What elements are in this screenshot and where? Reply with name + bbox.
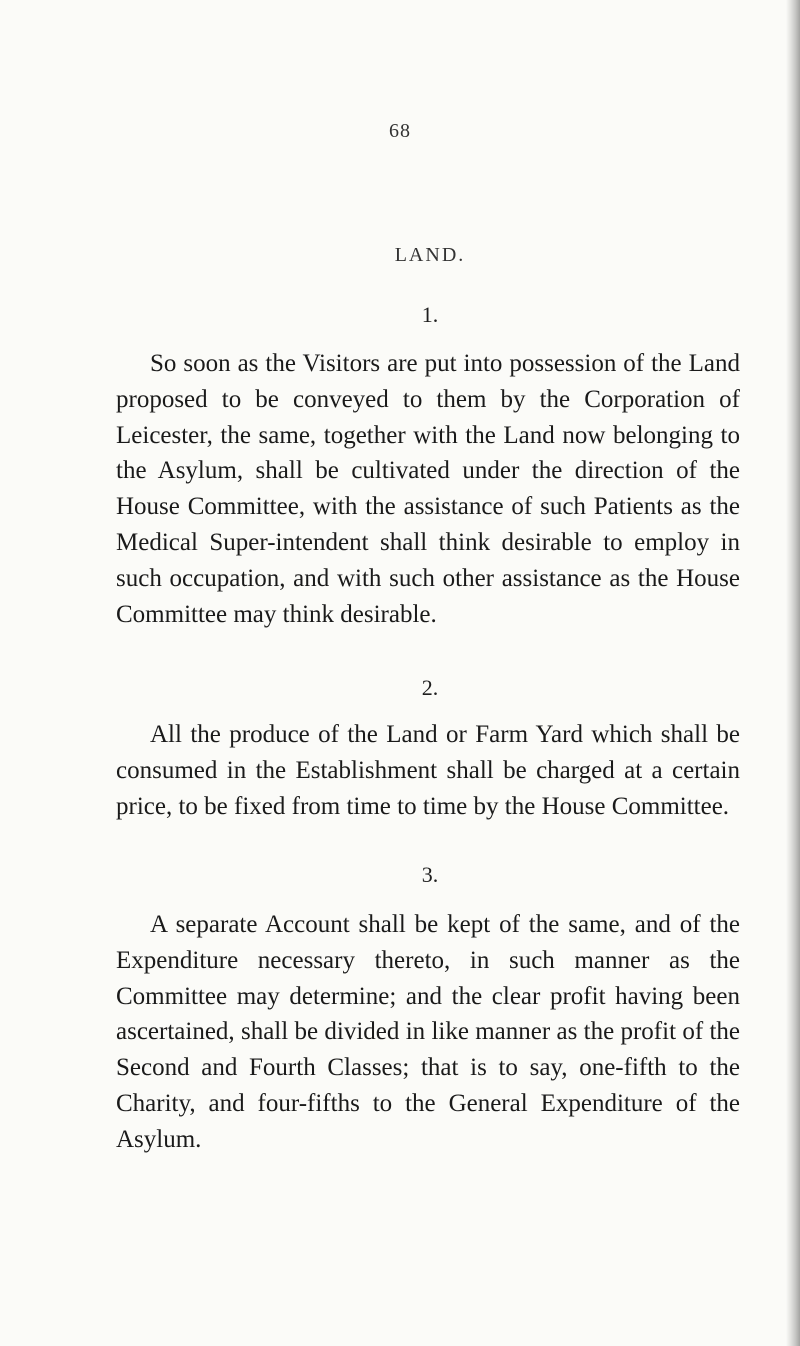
clause-number-3: 3. xyxy=(421,862,439,887)
clause-number-1: 1. xyxy=(421,302,439,327)
clause-text-3: A separate Account shall be kept of the same, and of the Expenditure necessary thereto, in such manner as the Committee may determine; and the clear profit having been ascertained, shall be divided in like manner as the profit of the Second and Fourth Classes; that is to say, one-fifth to the Charity, and four-fifths to the General Expenditure of the Asylum. xyxy=(116,911,740,1153)
page-edge-shadow xyxy=(786,0,800,1346)
clause-text-2: All the produce of the Land or Farm Yard which shall be consumed in the Establishment shall be charged at a certain price, to be fixed from time to time by the House Committee. xyxy=(116,721,740,820)
section-title: LAND. xyxy=(394,244,466,266)
clause-number-2: 2. xyxy=(421,675,439,700)
page-number: 68 xyxy=(389,120,411,142)
clause-text-1: So soon as the Visitors are put into possession of the Land proposed to be conveyed to them by the Corporation of Leicester, the same, together with the Land now belonging to the Asylum, shall be cultivated under the direction of the House Committee, with the assistance of such Patients as the Medical Super-intendent shall think desirable to employ in such occupation, and with such other assistance as the House Committee may think desirable. xyxy=(116,350,740,628)
